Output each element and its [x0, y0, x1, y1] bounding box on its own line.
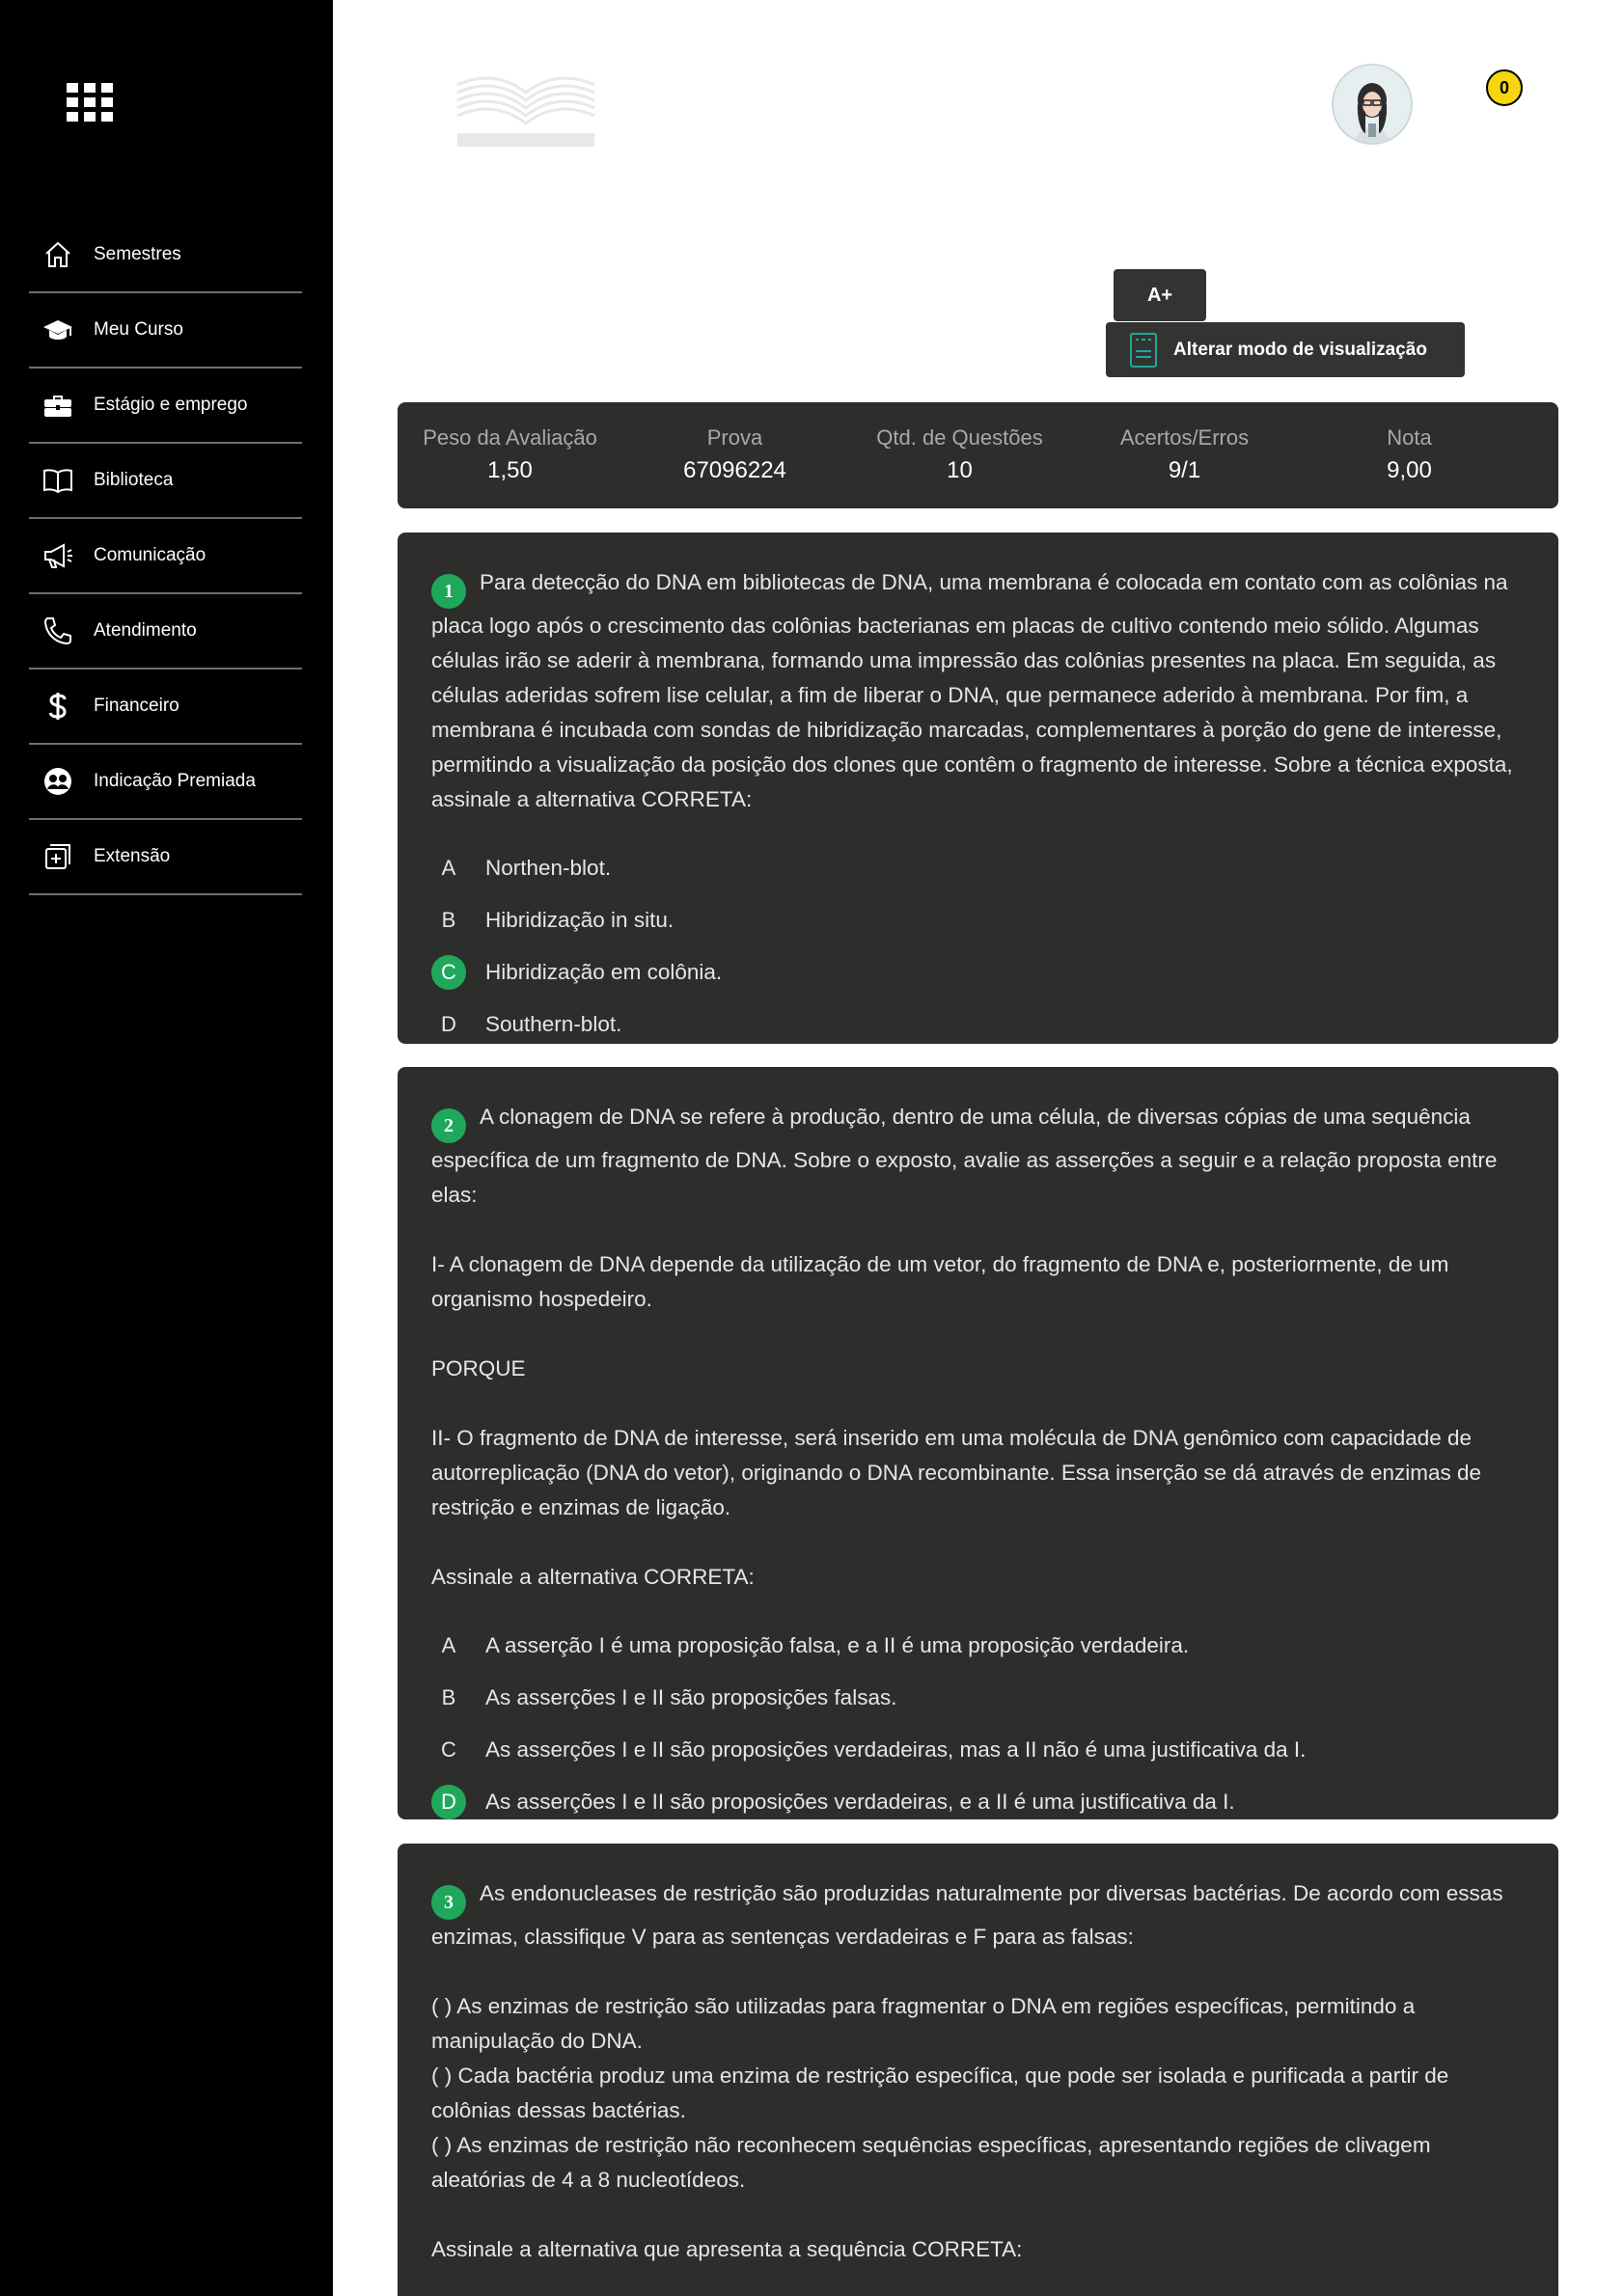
option-d-correct[interactable] [431, 1776, 1525, 1828]
option-d[interactable] [431, 998, 1525, 1051]
summary-label: Qtd. de Questões [876, 425, 1043, 450]
question-paragraph: Assinale a alternativa CORRETA: [431, 1565, 755, 1589]
sidebar-item-label: Estágio e emprego [94, 395, 248, 415]
option-letter-correct: D [431, 1785, 466, 1819]
option-text: Hibridização em colônia. [485, 960, 723, 984]
question-statement: A clonagem de DNA se refere à produção, dentro de uma célula, de diversas cópias de uma sequência específica de um fragmento de DNA. Sobre o exposto, avalie as asserções a seguir e a relação proposta entre elas: [431, 1105, 1498, 1207]
question-paragraph: II- O fragmento de DNA de interesse, será inserido em uma molécula de DNA genômico com capacidade de autorreplicação (DNA do vetor), originando o DNA recombinante. Essa inserção se dá através de enzimas de restrição e enzimas de ligação. [431, 1426, 1482, 1519]
question-sentence: ( ) As enzimas de restrição não reconhecem sequências específicas, apresentando regiões de clivagem aleatórias de 4 a 8 nucleotídeos. [431, 2133, 1431, 2192]
summary-value: 67096224 [683, 457, 786, 483]
sidebar-item-label: Comunicação [94, 545, 206, 565]
sidebar [0, 0, 333, 2296]
option-a[interactable] [431, 1620, 1525, 1672]
option-text: As asserções I e II são proposições falsas. [485, 1685, 897, 1709]
option-letter: B [441, 1685, 456, 1709]
sidebar-item-meu-curso[interactable] [29, 293, 302, 369]
sidebar-item-semestres[interactable] [29, 218, 302, 293]
option-text: As asserções I e II são proposições verdadeiras, mas a II não é uma justificativa da I. [485, 1737, 1307, 1762]
dollar-icon [41, 689, 75, 724]
question-card-2 [398, 1067, 1558, 1819]
sidebar-item-label: Financeiro [94, 696, 179, 716]
extension-icon [41, 839, 75, 874]
question-sentence: ( ) Cada bactéria produz uma enzima de restrição específica, que pode ser isolada e purificada a partir de colônias dessas bactérias. [431, 2064, 1449, 2122]
option-a[interactable] [431, 842, 1525, 894]
briefcase-icon [41, 388, 75, 423]
sidebar-item-atendimento[interactable] [29, 594, 302, 670]
option-text: A asserção I é uma proposição falsa, e a II é uma proposição verdadeira. [485, 1633, 1190, 1657]
sidebar-item-label: Indicação Premiada [94, 771, 256, 791]
grid-menu-icon[interactable] [67, 83, 113, 122]
document-icon [1129, 332, 1158, 369]
question-number: 2 [431, 1108, 466, 1143]
sidebar-item-biblioteca[interactable] [29, 444, 302, 519]
option-c[interactable] [431, 1724, 1525, 1776]
summary-value: 1,50 [487, 457, 533, 483]
option-text: As asserções I e II são proposições verdadeiras, e a II é uma justificativa da I. [485, 1790, 1235, 1814]
summary-qtd [847, 402, 1072, 508]
sidebar-item-label: Meu Curso [94, 319, 183, 340]
view-mode-label: Alterar modo de visualização [1173, 339, 1427, 360]
summary-value: 9,00 [1387, 457, 1432, 483]
graduation-cap-icon [41, 313, 75, 347]
options-list [431, 842, 1525, 1051]
sidebar-item-label: Extensão [94, 846, 171, 866]
option-b[interactable] [431, 894, 1525, 946]
question-statement: Para detecção do DNA em bibliotecas de DNA, uma membrana é colocada em contato com as colônias na placa logo após o crescimento das colônias bacterianas em placas de cultivo contendo meio sólido. Algumas células irão se aderir à membrana, formando uma impressão das colônias presentes na placa. Em seguida, as células aderidas sofrem lise celular, a fim de liberar o DNA, que permanece aderido à membrana. Por fim, a membrana é incubada com sondas de hibridização marcadas, complementares à porção do gene de interesse, permitindo a visualização da posição dos clones que contêm o fragmento de interesse. Sobre a técnica exposta, assinale a alternativa CORRETA: [431, 570, 1513, 811]
sidebar-item-indicacao[interactable] [29, 745, 302, 820]
option-letter: A [441, 1633, 456, 1657]
option-c-correct[interactable] [431, 946, 1525, 998]
option-text: Hibridização in situ. [485, 908, 674, 932]
summary-value: 9/1 [1168, 457, 1201, 483]
question-statement: As endonucleases de restrição são produzidas naturalmente por diversas bactérias. De acordo com essas enzimas, classifique V para as sentenças verdadeiras e F para as falsas: [431, 1881, 1503, 1949]
sidebar-item-financeiro[interactable] [29, 670, 302, 745]
sidebar-item-comunicacao[interactable] [29, 519, 302, 594]
sidebar-nav [29, 218, 302, 895]
question-text [431, 565, 1525, 817]
question-paragraph: PORQUE [431, 1356, 526, 1380]
option-text: Southern-blot. [485, 1012, 622, 1036]
question-number: 1 [431, 574, 466, 609]
option-b[interactable] [431, 1672, 1525, 1724]
question-text [431, 1100, 1525, 1213]
sidebar-item-extensao[interactable] [29, 820, 302, 895]
users-icon [41, 764, 75, 799]
option-letter: D [441, 1012, 456, 1036]
options-list [431, 1620, 1525, 1828]
evaluation-summary [398, 402, 1558, 508]
summary-acertos [1072, 402, 1297, 508]
avatar[interactable] [1332, 64, 1413, 145]
question-text [431, 1876, 1525, 1954]
font-size-increase-button[interactable]: A+ [1114, 269, 1206, 321]
option-letter-correct: C [431, 955, 466, 990]
summary-label: Prova [706, 425, 763, 450]
summary-label: Nota [1387, 425, 1432, 450]
question-paragraph: Assinale a alternativa que apresenta a sequência CORRETA: [431, 2237, 1023, 2261]
sidebar-item-label: Atendimento [94, 620, 197, 641]
option-letter: A [441, 856, 456, 880]
home-icon [41, 237, 75, 272]
megaphone-icon [41, 538, 75, 573]
notification-badge[interactable]: 0 [1486, 69, 1523, 106]
phone-icon [41, 614, 75, 648]
book-icon [41, 463, 75, 498]
option-letter: B [441, 908, 456, 932]
option-text: Northen-blot. [485, 856, 612, 880]
sidebar-item-estagio[interactable] [29, 369, 302, 444]
summary-nota [1297, 402, 1522, 508]
sidebar-item-label: Semestres [94, 244, 181, 264]
summary-label: Acertos/Erros [1119, 425, 1250, 450]
summary-value: 10 [947, 457, 973, 483]
question-number: 3 [431, 1885, 466, 1920]
option-letter: C [441, 1737, 456, 1762]
question-sentence: ( ) As enzimas de restrição são utilizadas para fragmentar o DNA em regiões específicas, permitindo a manipulação do DNA. [431, 1994, 1416, 2053]
sidebar-item-label: Biblioteca [94, 470, 174, 490]
question-paragraph: I- A clonagem de DNA depende da utilização de um vetor, do fragmento de DNA e, posteriormente, de um organismo hospedeiro. [431, 1252, 1449, 1311]
university-logo [454, 64, 598, 152]
summary-peso [398, 402, 622, 508]
summary-label: Peso da Avaliação [423, 425, 597, 450]
question-card-3 [398, 1844, 1558, 2296]
summary-prova [622, 402, 847, 508]
question-card-1 [398, 533, 1558, 1044]
view-mode-button[interactable] [1106, 322, 1465, 377]
